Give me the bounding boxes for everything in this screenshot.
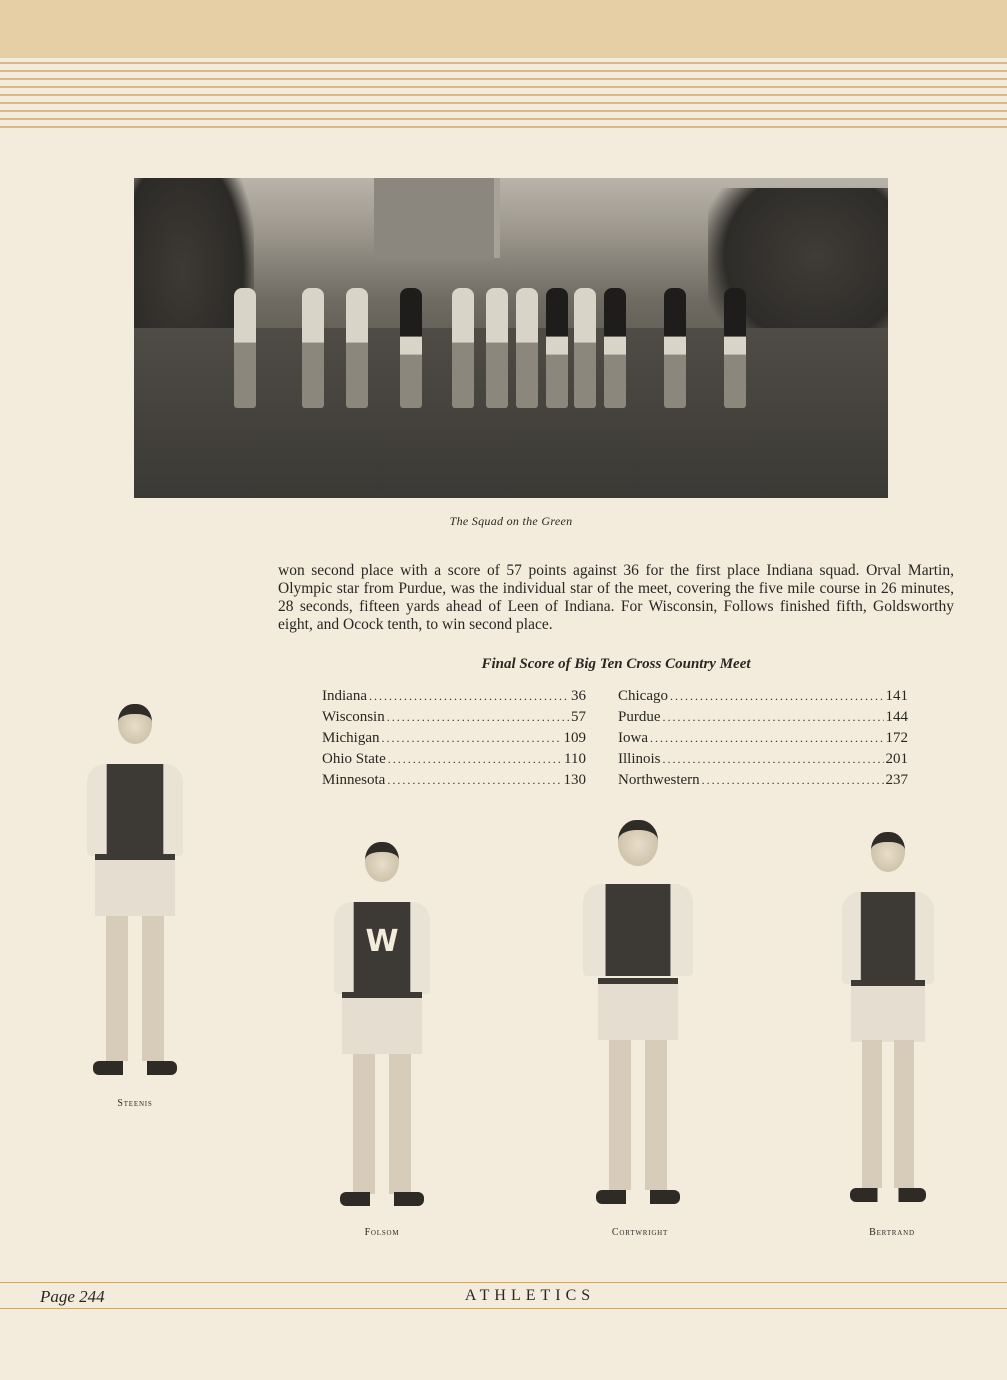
athlete-photo-steenis: [80, 704, 190, 1084]
athlete-legs: [862, 1040, 914, 1188]
score-row: [618, 728, 908, 749]
header-stripe: [0, 126, 1007, 128]
header-stripe: [0, 62, 1007, 64]
athlete-jersey: [583, 884, 693, 976]
team-name: Indiana: [322, 688, 367, 704]
leader-dots: [382, 728, 562, 749]
team-name: Ohio State: [322, 751, 386, 767]
photo-runner: [400, 288, 422, 408]
athlete-photo-folsom: [322, 842, 442, 1212]
score-column-right: [618, 686, 908, 791]
photo-runner: [664, 288, 686, 408]
leader-dots: [670, 686, 884, 707]
athlete-shorts: [95, 854, 175, 916]
team-points: 144: [885, 709, 908, 725]
header-band: [0, 0, 1007, 58]
athlete-photo-bertrand: [836, 832, 940, 1210]
athlete-legs: [106, 916, 164, 1061]
footer-rule: [0, 1282, 1007, 1283]
team-name: Michigan: [322, 730, 380, 746]
team-name: Chicago: [618, 688, 668, 704]
team-points: 109: [563, 730, 586, 746]
team-name: Iowa: [618, 730, 648, 746]
section-title: ATHLETICS: [464, 1287, 596, 1304]
score-row: [618, 707, 908, 728]
team-points: 130: [563, 772, 586, 788]
athlete-shorts: [598, 978, 678, 1040]
leader-dots: [387, 707, 569, 728]
team-name: Illinois: [618, 751, 661, 767]
photo-runner: [604, 288, 626, 408]
photo-caption: The Squad on the Green: [449, 514, 573, 528]
photo-runner: [574, 288, 596, 408]
athlete-name: Folsom: [364, 1227, 400, 1238]
photo-runner: [546, 288, 568, 408]
leader-dots: [388, 749, 562, 770]
athlete-head: [618, 820, 658, 866]
score-row: [322, 770, 586, 791]
header-stripe: [0, 86, 1007, 88]
leader-dots: [387, 770, 561, 791]
photo-runner: [724, 288, 746, 408]
header-stripe: [0, 94, 1007, 96]
athlete-shoes: [93, 1061, 177, 1075]
athlete-head: [365, 842, 399, 882]
score-row: [618, 686, 908, 707]
score-row: [322, 749, 586, 770]
photo-runner: [346, 288, 368, 408]
athlete-name: Cortwright: [611, 1227, 669, 1238]
header-stripe: [0, 70, 1007, 72]
athlete-photo-cortwright: [578, 820, 698, 1210]
article-paragraph: won second place with a score of 57 points against 36 for the first place Indiana squad. Orval Martin, Olympic star from Purdue, was the individual star of the meet, covering the five mile course in 26 minutes, 28 seconds, fifteen yards ahead of Leen of Indiana. For Wisconsin, Follows finished fifth, Goldsworthy eight, and Ocock tenth, to win second place.: [278, 562, 954, 633]
athlete-shoes: [340, 1192, 424, 1206]
leader-dots: [663, 707, 884, 728]
athlete-shoes: [596, 1190, 680, 1204]
athlete-shoes: [850, 1188, 926, 1202]
team-points: 57: [571, 709, 586, 725]
score-row: [618, 749, 908, 770]
team-points: 141: [885, 688, 908, 704]
athlete-legs: [609, 1040, 667, 1190]
athlete-name: Steenis: [117, 1098, 153, 1109]
header-stripe: [0, 118, 1007, 120]
score-row: [322, 728, 586, 749]
leader-dots: [650, 728, 884, 749]
photo-runner: [516, 288, 538, 408]
athlete-head: [871, 832, 905, 872]
squad-photo: [134, 178, 888, 498]
leader-dots: [663, 749, 884, 770]
athlete-head: [118, 704, 152, 744]
header-stripe: [0, 102, 1007, 104]
athlete-jersey: [87, 764, 183, 856]
leader-dots: [369, 686, 569, 707]
footer-rule: [0, 1308, 1007, 1309]
header-stripe: [0, 110, 1007, 112]
jersey-letter: W: [365, 924, 399, 959]
photo-runner: [452, 288, 474, 408]
team-name: Northwestern: [618, 772, 700, 788]
team-name: Minnesota: [322, 772, 386, 788]
header-stripe: [0, 78, 1007, 80]
team-name: Purdue: [618, 709, 661, 725]
team-points: 172: [885, 730, 908, 746]
team-points: 201: [885, 751, 908, 767]
team-points: 110: [564, 751, 586, 767]
athlete-legs: [353, 1054, 411, 1194]
score-table-title: Final Score of Big Ten Cross Country Meet: [481, 656, 751, 672]
team-name: Wisconsin: [322, 709, 385, 725]
photo-building: [374, 178, 500, 258]
leader-dots: [702, 770, 884, 791]
score-row: [322, 707, 586, 728]
team-points: 237: [885, 772, 908, 788]
athlete-shorts: [342, 992, 422, 1054]
athlete-shorts: [851, 980, 925, 1042]
athlete-jersey: [842, 892, 934, 984]
page-number: Page 244: [40, 1287, 105, 1306]
team-points: 36: [571, 688, 586, 704]
score-row: [322, 686, 586, 707]
athlete-name: Bertrand: [869, 1227, 915, 1238]
photo-runner: [234, 288, 256, 408]
score-column-left: [322, 686, 586, 791]
score-row: [618, 770, 908, 791]
photo-runner: [486, 288, 508, 408]
photo-runner: [302, 288, 324, 408]
